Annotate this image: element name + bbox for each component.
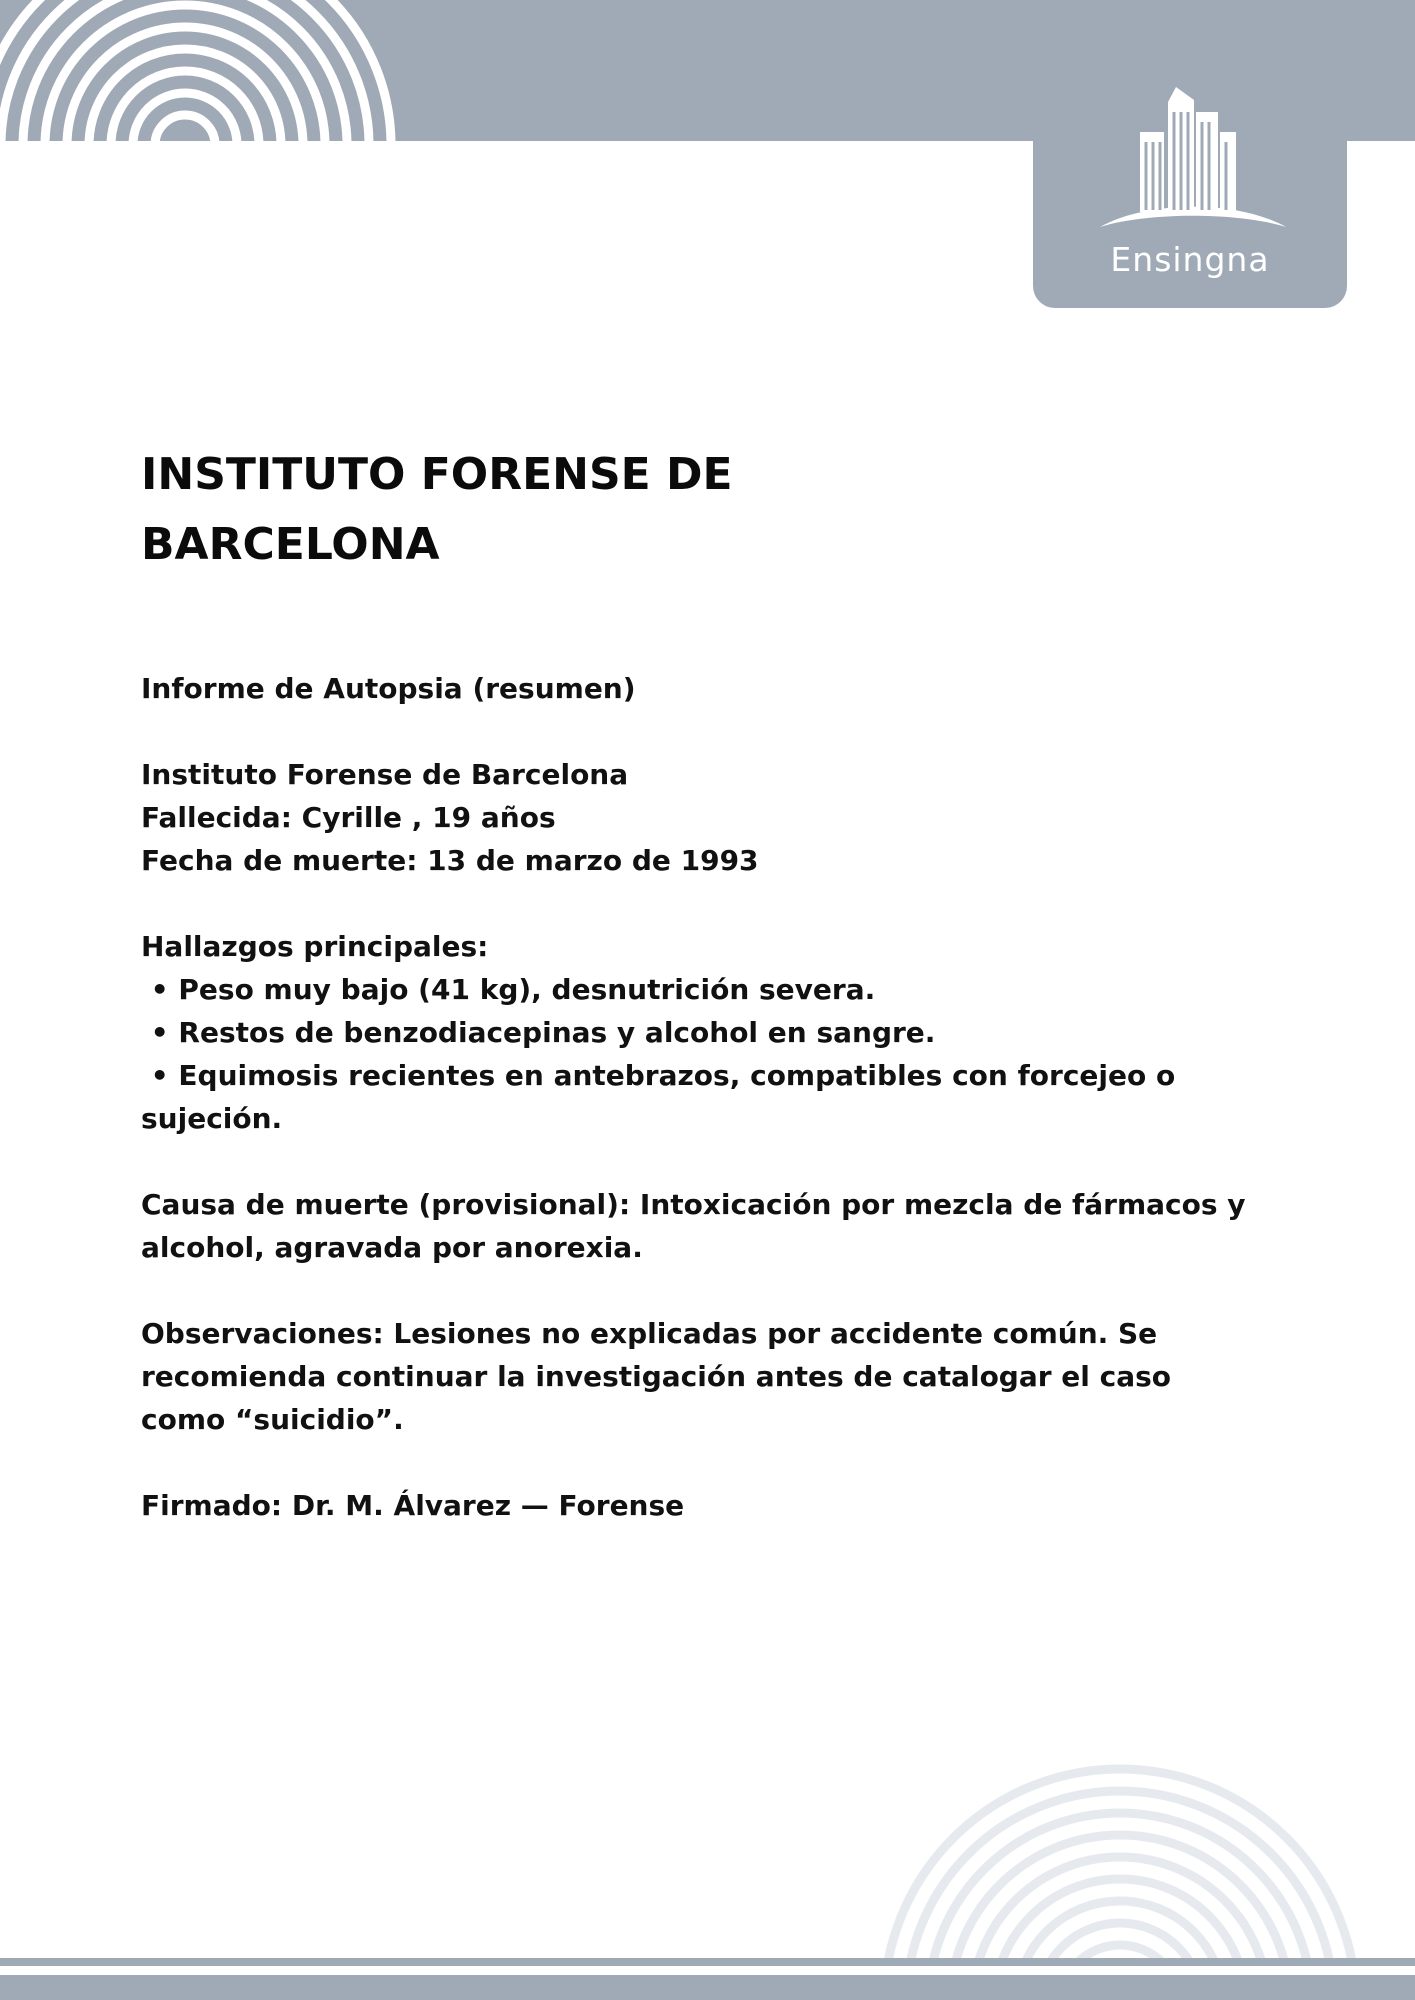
finding-item: • Restos de benzodiacepinas y alcohol en sangre. (141, 1016, 936, 1049)
finding-item: • Equimosis recientes en antebrazos, compatibles con forcejeo o sujeción. (141, 1059, 1185, 1135)
footer-band (0, 1975, 1415, 2000)
logo-text: Ensingna (1110, 240, 1270, 279)
signature: Firmado: Dr. M. Álvarez — Forense (141, 1489, 685, 1522)
report-title: Informe de Autopsia (resumen) (141, 672, 636, 705)
page-title (141, 440, 841, 580)
decorative-arcs-top (0, 0, 420, 141)
building-icon (1098, 82, 1288, 232)
footer-line (0, 1958, 1415, 1966)
report-body (141, 667, 1301, 1527)
finding-item: • Peso muy bajo (41 kg), desnutrición severa. (141, 973, 876, 1006)
title-line-1: INSTITUTO FORENSE DE (141, 449, 733, 500)
deceased-line: Fallecida: Cyrille , 19 años (141, 801, 556, 834)
observations: Observaciones: Lesiones no explicadas por accidente común. Se recomienda continuar la investigación antes de catalogar el caso como “suicidio”. (141, 1317, 1172, 1436)
findings-heading: Hallazgos principales: (141, 930, 489, 963)
decorative-arcs-bottom (820, 1760, 1415, 1960)
cause-of-death: Causa de muerte (provisional): Intoxicación por mezcla de fármacos y alcohol, agravada por anorexia. (141, 1188, 1246, 1264)
title-line-2: BARCELONA (141, 519, 440, 570)
death-date-line: Fecha de muerte: 13 de marzo de 1993 (141, 844, 759, 877)
institute-line: Instituto Forense de Barcelona (141, 758, 629, 791)
